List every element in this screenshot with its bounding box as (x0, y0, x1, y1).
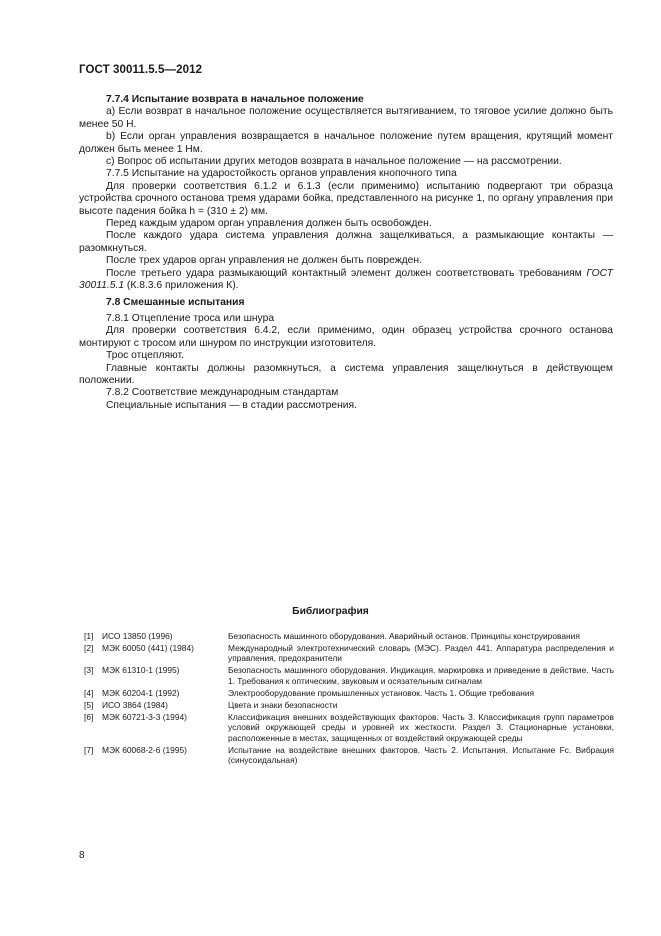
entry-reference: ИСО 13850 (1996) (102, 631, 173, 641)
gost-reference: ГОСТ 30011.5.1 (79, 267, 613, 292)
entry-reference: МЭК 60721-3-3 (1994) (102, 711, 187, 722)
document-header: ГОСТ 30011.5.5—2012 (79, 64, 203, 76)
entry-number: [1] (84, 631, 94, 641)
bibliography-entry (84, 631, 614, 641)
paragraph-main-contacts: Главные контакты должны разомкнуться, а система управления защелкнуться в действующем положении. (79, 362, 613, 386)
entry-number: [6] (84, 711, 94, 722)
section-7-8-1-body: Для проверки соответствия 6.4.2, если применимо, один образец устройства срочного останова монтируют с тросом или шнуром по инструкции изготовителя. (79, 325, 613, 349)
section-7-7-4-heading: 7.7.4 Испытание возврата в начальное положение (106, 94, 364, 105)
bibliography-entry (84, 712, 614, 743)
entry-text: Электрооборудование промышленных установок. Часть 1. Общие требования (228, 687, 535, 698)
bibliography-list (84, 631, 614, 767)
item-a: а) Если возврат в начальное положение осуществляется вытягиванием, то тяговое усилие должно быть менее 50 Н. (79, 106, 613, 130)
bibliography-entry (84, 643, 614, 664)
paragraph-after-each-impact: После каждого удара система управления должна защелкиваться, а размыкающие контакты — разомкнуться. (79, 230, 613, 254)
bibliography-entry (84, 688, 614, 698)
entry-number: [5] (84, 699, 94, 710)
entry-text: Международный электротехнический словарь (МЭС). Раздел 441. Аппаратура распределения и управления, предохранители (228, 643, 614, 664)
entry-text: Классификация внешних воздействующих факторов. Часть 3. Классификация групп параметров условий окружающей среды и уровней их жесткости. Раздел 3. Стационарные установки, расположенные в местах, защищенных от воздействий окружающей среды (228, 711, 614, 743)
section-7-7-5-heading: 7.7.5 Испытание на ударостойкость органов управления кнопочного типа (106, 168, 457, 180)
page-number: 8 (79, 850, 85, 861)
entry-text: Безопасность машинного оборудования. Аварийный останов. Принципы конструирования (228, 631, 580, 641)
paragraph-after-third-impact (79, 268, 613, 293)
section-7-7-5-body: Для проверки соответствия 6.1.2 и 6.1.3 (если применимо) испытанию подвергают три образца устройства срочного останова тремя ударами бойка, представленного на рисунке 1, по органу управления при высоте падения бойка h = (310 ± 2) мм. (79, 180, 613, 217)
entry-number: [7] (84, 744, 94, 755)
entry-text: Безопасность машинного оборудования. Индикация, маркировка и приведение в действие. Часть 1. Требования к оптическим, звуковым и осязательным сигналам (228, 665, 614, 686)
entry-reference: МЭК 60204-1 (1992) (102, 687, 180, 698)
bibliography-entry (84, 665, 614, 686)
bibliography-entry (84, 745, 614, 766)
entry-reference: МЭК 60068-2-6 (1995) (102, 744, 187, 755)
paragraph-before-impact: Перед каждым ударом орган управления должен быть освобожден. (106, 218, 432, 230)
paragraph-after-third-tail: (К.8.3.6 приложения К). (124, 280, 239, 292)
section-7-8-2-heading: 7.8.2 Соответствие международным стандартам (106, 387, 339, 399)
entry-number: [3] (84, 665, 94, 676)
bibliography-entry (84, 700, 614, 710)
entry-reference: МЭК 61310-1 (1995) (102, 665, 180, 676)
entry-number: [2] (84, 643, 94, 653)
paragraph-after-three-impacts: После трех ударов орган управления не должен быть поврежден. (106, 255, 422, 267)
entry-reference: ИСО 3864 (1984) (102, 699, 168, 710)
entry-reference: МЭК 60050 (441) (1984) (102, 643, 194, 653)
entry-text: Испытание на воздействие внешних факторов. Часть 2. Испытания. Испытание Fc. Вибрация (синусоидальная) (228, 744, 614, 766)
bibliography-title: Библиография (292, 606, 369, 617)
paragraph-cable: Трос отцепляют. (106, 350, 184, 362)
paragraph-after-third-text: После третьего удара размыкающий контактный элемент должен соответствовать требованиям (106, 267, 587, 279)
entry-text: Цвета и знаки безопасности (228, 699, 338, 710)
body-text (79, 94, 613, 412)
section-7-8-1-heading: 7.8.1 Отцепление троса или шнура (106, 312, 275, 324)
item-b: b) Если орган управления возвращается в начальное положение путем вращения, крутящий момент должен быть менее 1 Нм. (79, 131, 613, 155)
entry-number: [4] (84, 687, 94, 698)
item-c: с) Вопрос об испытании других методов возврата в начальное положение — на рассмотрении. (106, 156, 562, 168)
paragraph-special-tests: Специальные испытания — в стадии рассмотрения. (106, 399, 357, 411)
section-7-8-heading: 7.8 Смешанные испытания (106, 296, 245, 308)
